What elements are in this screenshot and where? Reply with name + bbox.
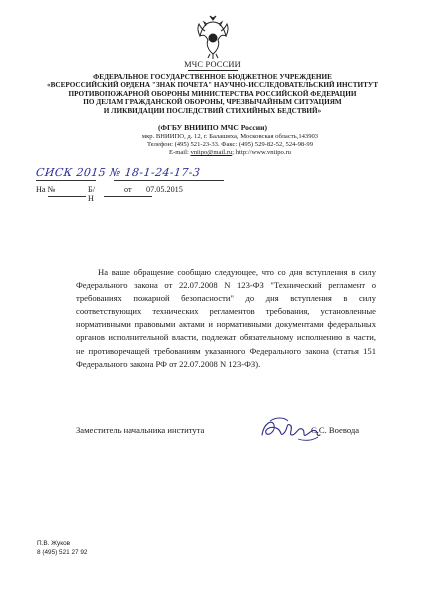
- website[interactable]: ; http://www.vniipo.ru: [232, 149, 291, 156]
- outgoing-number-line: [114, 180, 224, 181]
- email-line: [120, 149, 340, 157]
- outgoing-number-handwritten: СИСК 2015 № 18-1-24-17-3: [35, 166, 201, 179]
- reference-number: Б/Н: [88, 185, 95, 203]
- executor-phone: 8 (495) 521 27 92: [37, 548, 88, 556]
- signature-block: [76, 423, 376, 447]
- email-label: E-mail:: [169, 149, 189, 156]
- executor-block: [37, 540, 87, 557]
- reference-label: На №: [36, 185, 56, 194]
- org-line: ПРОТИВОПОЖАРНОЙ ОБОРОНЫ МИНИСТЕРСТВА РОССИЙСКОЙ ФЕДЕРАЦИИ: [68, 89, 357, 98]
- outgoing-date-line: [36, 180, 96, 181]
- signatory-name: С.С. Воевода: [311, 425, 360, 435]
- org-line: ПО ДЕЛАМ ГРАЖДАНСКОЙ ОБОРОНЫ, ЧРЕЗВЫЧАЙНЫМ СИТУАЦИЯМ: [83, 98, 342, 107]
- address: мкр. ВНИИПО, д. 12, г. Балашиха, Московская область,143903: [141, 133, 319, 140]
- ministry-underline: [188, 70, 238, 71]
- signatory-title: Заместитель начальника института: [76, 425, 205, 435]
- reference-date: 07.05.2015: [146, 185, 183, 194]
- body-paragraph: На ваше обращение сообщаю следующее, что со дня вступления в силу Федерального закона от 22.07.2008 N 123-ФЗ "Технический регламент о требованиях пожарной безопасности" до дня вступления в силу соответствующих технических регламентов требования, установленные нормативными правовыми актами и нормативными документами федеральных органов исполнительной власти, подлежат обязательному исполнению в части, не противоречащей требованиям указанного Федерального закона (статья 151 Федерального закона РФ от 22.07.2008 N 123-ФЗ).: [76, 267, 376, 369]
- double-headed-eagle-emblem-icon: [196, 14, 230, 60]
- email-link[interactable]: vniipo@mail.ru: [190, 149, 233, 156]
- phones: Телефон: (495) 521-23-33. Факс: (495) 529-82-52, 524-98-99: [146, 141, 314, 148]
- ministry-title: МЧС РОССИИ: [184, 60, 241, 69]
- reference-date-line: [104, 196, 152, 197]
- reference-ot: от: [124, 185, 132, 194]
- contact-block: [120, 133, 340, 157]
- letter-body: [76, 266, 376, 371]
- org-line: «ВСЕРОССИЙСКИЙ ОРДЕНА "ЗНАК ПОЧЕТА" НАУЧНО-ИССЛЕДОВАТЕЛЬСКИЙ ИНСТИТУТ: [47, 81, 378, 90]
- reference-number-line: [48, 196, 86, 197]
- org-line: И ЛИКВИДАЦИИ ПОСЛЕДСТВИЙ СТИХИЙНЫХ БЕДСТВИЙ»: [103, 106, 322, 115]
- org-line: ФЕДЕРАЛЬНОЕ ГОСУДАРСТВЕННОЕ БЮДЖЕТНОЕ УЧРЕЖДЕНИЕ: [93, 73, 332, 81]
- organization-short-name: (ФГБУ ВНИИПО МЧС России): [158, 123, 267, 132]
- organization-name: [40, 73, 385, 115]
- executor-name: П.В. Жуков: [37, 540, 71, 547]
